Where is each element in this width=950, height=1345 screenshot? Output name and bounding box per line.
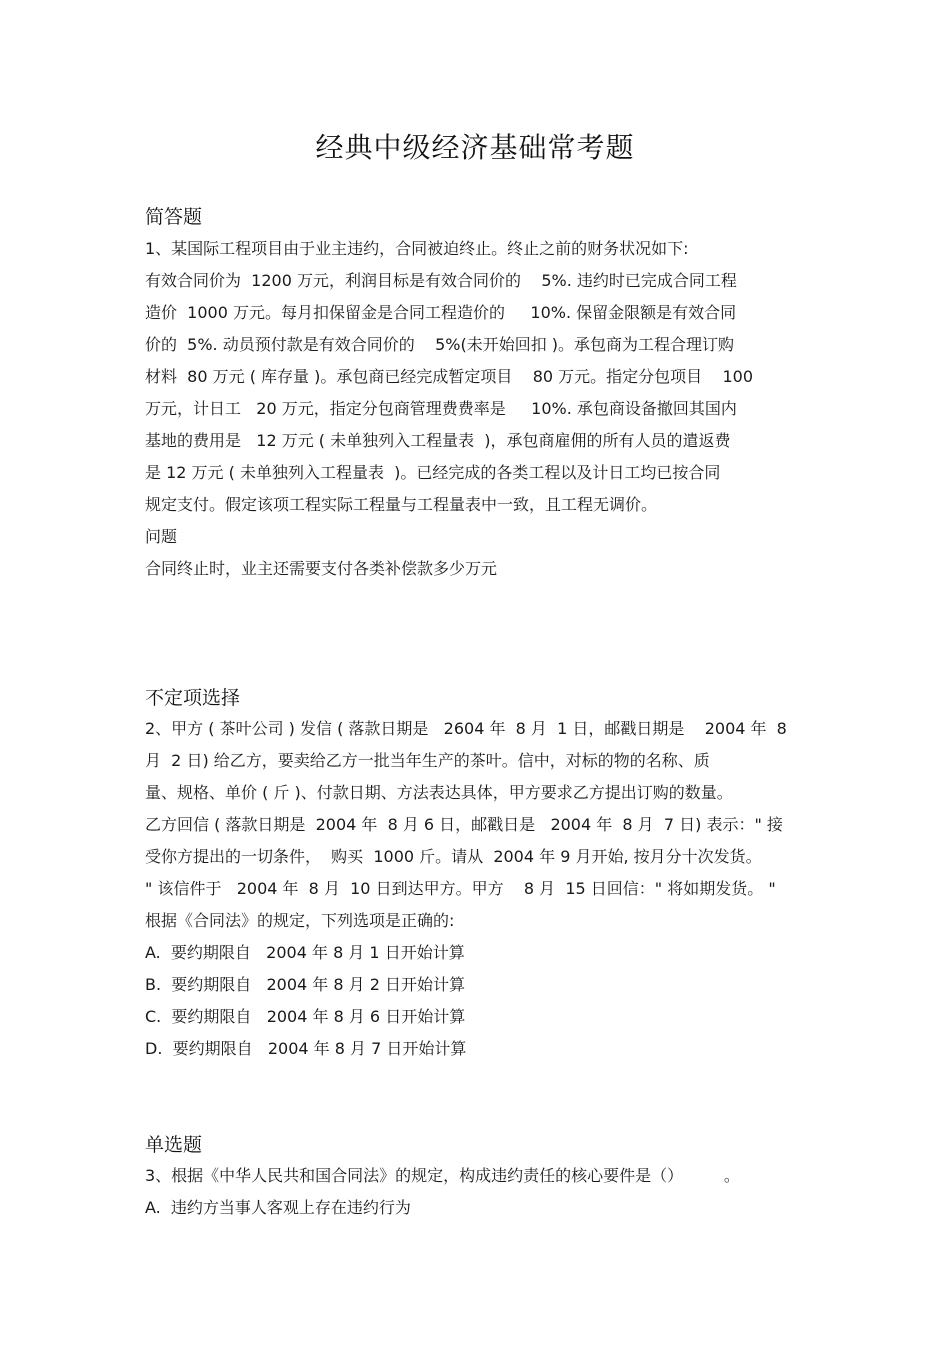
question-2-line: " 该信件于 2004 年 8 月 10 日到达甲方。甲方 8 月 15 日回信：" 将如期发货。 " xyxy=(145,879,776,898)
question-2-line: 2、甲方 ( 茶叶公司 ) 发信 ( 落款日期是 2604 年 8 月 1 日，邮戳日期是 2004 年 8 xyxy=(145,719,787,738)
question-3-line: 3、根据《中华人民共和国合同法》的规定，构成违约责任的核心要件是（） 。 xyxy=(145,1166,740,1185)
document-title: 经典中级经济基础常考题 xyxy=(315,131,635,164)
question-2-line: 根据《合同法》的规定，下列选项是正确的: xyxy=(145,911,455,930)
question-2-option-a: A. 要约期限自 2004 年 8 月 1 日开始计算 xyxy=(145,943,465,962)
question-3-option-a: A. 违约方当事人客观上存在违约行为 xyxy=(145,1198,411,1217)
question-1-line: 有效合同价为 1200 万元，利润目标是有效合同价的 5%. 违约时已完成合同工程 xyxy=(145,271,737,290)
question-2-option-c: C. 要约期限自 2004 年 8 月 6 日开始计算 xyxy=(145,1007,466,1026)
question-2-option-b: B. 要约期限自 2004 年 8 月 2 日开始计算 xyxy=(145,975,466,994)
question-1-subheading: 问题 xyxy=(145,527,178,546)
question-2-option-d: D. 要约期限自 2004 年 8 月 7 日开始计算 xyxy=(145,1039,467,1058)
question-1-line: 基地的费用是 12 万元 ( 未单独列入工程量表 )，承包商雇佣的所有人员的遣返费 xyxy=(145,431,731,450)
question-1-line: 价的 5%. 动员预付款是有效合同价的 5%(未开始回扣 )。承包商为工程合理订购 xyxy=(145,335,735,354)
section-heading-short-answer: 简答题 xyxy=(145,206,203,228)
question-2-line: 受你方提出的一切条件， 购买 1000 斤。请从 2004 年 9 月开始, 按月分十次发货。 xyxy=(145,847,762,866)
question-2-line: 乙方回信 ( 落款日期是 2004 年 8 月 6 日，邮戳日是 2004 年 8 月 7 日) 表示：" 接 xyxy=(145,815,783,834)
question-2-line: 量、规格、单价 ( 斤 )、付款日期、方法表达具体，甲方要求乙方提出订购的数量。 xyxy=(145,783,733,802)
question-1-line: 规定支付。假定该项工程实际工程量与工程量表中一致，且工程无调价。 xyxy=(145,495,658,514)
question-1-prompt: 合同终止时，业主还需要支付各类补偿款多少万元 xyxy=(145,559,498,578)
question-2-line: 月 2 日) 给乙方，要卖给乙方一批当年生产的茶叶。信中，对标的物的名称、质 xyxy=(145,751,710,770)
question-1-line: 是 12 万元 ( 未单独列入工程量表 )。已经完成的各类工程以及计日工均已按合同 xyxy=(145,463,721,482)
section-heading-multiple-choice: 不定项选择 xyxy=(145,687,241,709)
question-1-line: 万元，计日工 20 万元，指定分包商管理费费率是 10%. 承包商设备撤回其国内 xyxy=(145,399,737,418)
question-1-line: 1、某国际工程项目由于业主违约，合同被迫终止。终止之前的财务状况如下: xyxy=(145,239,689,258)
section-heading-single-choice: 单选题 xyxy=(145,1134,203,1156)
question-1-line: 造价 1000 万元。每月扣保留金是合同工程造价的 10%. 保留金限额是有效合同 xyxy=(145,303,737,322)
question-1-line: 材料 80 万元 ( 库存量 )。承包商已经完成暂定项目 80 万元。指定分包项目 100 xyxy=(145,367,754,386)
